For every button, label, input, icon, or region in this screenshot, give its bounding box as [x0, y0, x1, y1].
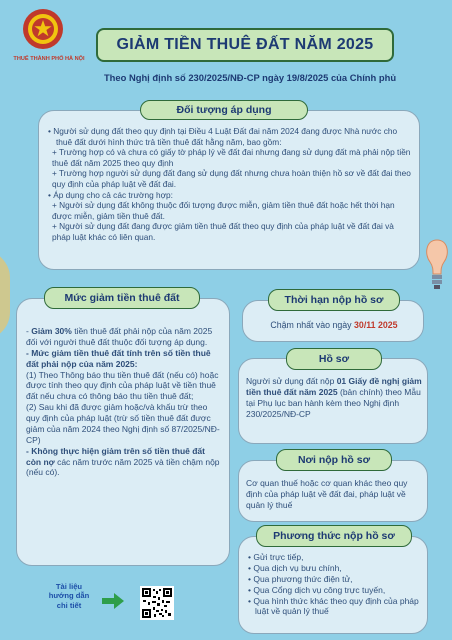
org-name: THUẾ THÀNH PHỐ HÀ NỘI: [13, 56, 85, 62]
thoi-han-label: Chậm nhất vào ngày: [270, 320, 355, 330]
doi-tuong-line-5: + Người sử dụng đất không thuộc đối tượng được miễn, giảm tiền thuê đất hoặc hết thời hạn được miễn, giảm tiền thuê đất.: [52, 200, 395, 221]
deadline-date: 30/11 2025: [354, 320, 398, 330]
thoi-han-heading: Thời hạn nộp hồ sơ: [268, 289, 400, 311]
doi-tuong-line-3: + Trường hợp người sử dụng đất đang sử dụng đất nhưng chưa hoàn thiện hồ sơ về đất đai theo quy định của pháp luật về đất đai.: [52, 168, 411, 190]
muc-giam-p1-bold: Giảm 30%: [31, 326, 72, 336]
doi-tuong-line-1: • Người sử dụng đất theo quy định tại Điều 4 Luật Đất đai năm 2024 đang được Nhà nước cho thuê đất dưới hình thức trả tiền thuê đất hằng năm, bao gồm:: [48, 126, 398, 147]
phuong-thuc-item: • Qua dịch vụ bưu chính,: [248, 562, 342, 573]
ho-so-text: [246, 376, 422, 420]
lightbulb-icon: [422, 236, 452, 296]
muc-giam-p5-bold: - Không thực hiện giảm trên số tiền thuê đất còn nợ: [26, 445, 205, 467]
doi-tuong-line-2: + Trường hợp có và chưa có giấy tờ pháp lý về đất đai nhưng đang sử dụng đất mà phải nộp tiền thuê đất năm 2025 theo quy định: [52, 147, 411, 168]
doc-guide-label: Tài liệu hướng dẫn chi tiết: [48, 582, 90, 610]
muc-giam-p3: (1) Theo Thông báo thu tiền thuê đất (nếu có) hoặc được tính theo quy định của pháp luật về tiền thuê đất nếu chưa có thông báo thu tiền thuê đất;: [26, 369, 219, 402]
phuong-thuc-list: [248, 552, 424, 617]
page-title: GIẢM TIỀN THUÊ ĐẤT NĂM 2025: [96, 28, 394, 62]
muc-giam-heading: Mức giảm tiền thuê đất: [44, 287, 200, 309]
phuong-thuc-item: • Qua Cổng dịch vụ công trực tuyến,: [248, 584, 386, 595]
muc-giam-p1-prefix: -: [26, 326, 32, 336]
doi-tuong-heading: Đối tượng áp dụng: [140, 100, 308, 120]
muc-giam-p2: - Mức giảm tiền thuê đất tính trên số tiền thuê đất phải nộp của năm 2025:: [26, 347, 211, 369]
muc-giam-text: [26, 326, 222, 478]
doi-tuong-line-6: + Người sử dụng đất đang được giảm tiền thuê đất theo quy định của pháp luật về đất đai và pháp luật khác có liên quan.: [52, 221, 394, 243]
page-subtitle: Theo Nghị định số 230/2025/NĐ-CP ngày 19/8/2025 của Chính phủ: [103, 72, 397, 83]
decorative-shape: [0, 250, 10, 340]
noi-nop-text: Cơ quan thuế hoặc cơ quan khác theo quy định của pháp luật về đất đai, pháp luật về quản lý thuế: [246, 478, 408, 510]
phuong-thuc-item: • Qua phương thức điện tử,: [248, 573, 353, 584]
thoi-han-text: [248, 320, 420, 331]
doi-tuong-line-4: • Áp dụng cho cả các trường hợp:: [48, 189, 173, 200]
muc-giam-p4: (2) Sau khi đã được giảm hoặc/và khấu trừ theo quy định của pháp luật (trừ số tiền thuê đất được giảm của năm 2024 theo Nghị định số 87/2025/NĐ-CP): [26, 402, 220, 445]
tax-emblem-icon: [22, 8, 64, 50]
ho-so-t1: Người sử dụng đất nộp: [246, 376, 337, 386]
muc-giam-p1-rest: tiền thuê đất phải nộp của năm 2025 đối với người thuê đất thuộc đối tượng áp dụng.: [26, 326, 213, 347]
phuong-thuc-heading: Phương thức nộp hồ sơ: [256, 525, 412, 547]
phuong-thuc-item: • Gửi trực tiếp,: [248, 552, 304, 562]
arrow-right-icon: [100, 592, 126, 610]
ho-so-t2: 01 Giấy đề nghị giảm tiền thuê đất năm 2025: [246, 376, 422, 397]
noi-nop-heading: Nơi nộp hồ sơ: [276, 449, 392, 471]
qr-code-icon[interactable]: [140, 586, 174, 620]
ho-so-heading: Hồ sơ: [286, 348, 382, 370]
phuong-thuc-item: • Qua hình thức khác theo quy định của pháp luật về quản lý thuế: [248, 595, 419, 617]
muc-giam-p5-rest: các năm trước năm 2025 và tiền chậm nộp (nếu có).: [26, 456, 220, 478]
doi-tuong-text: [48, 126, 414, 243]
ho-so-t3: (bản chính) theo Mẫu tại Phụ lục ban hành kèm theo Nghị định 230/2025/NĐ-CP: [246, 386, 421, 419]
